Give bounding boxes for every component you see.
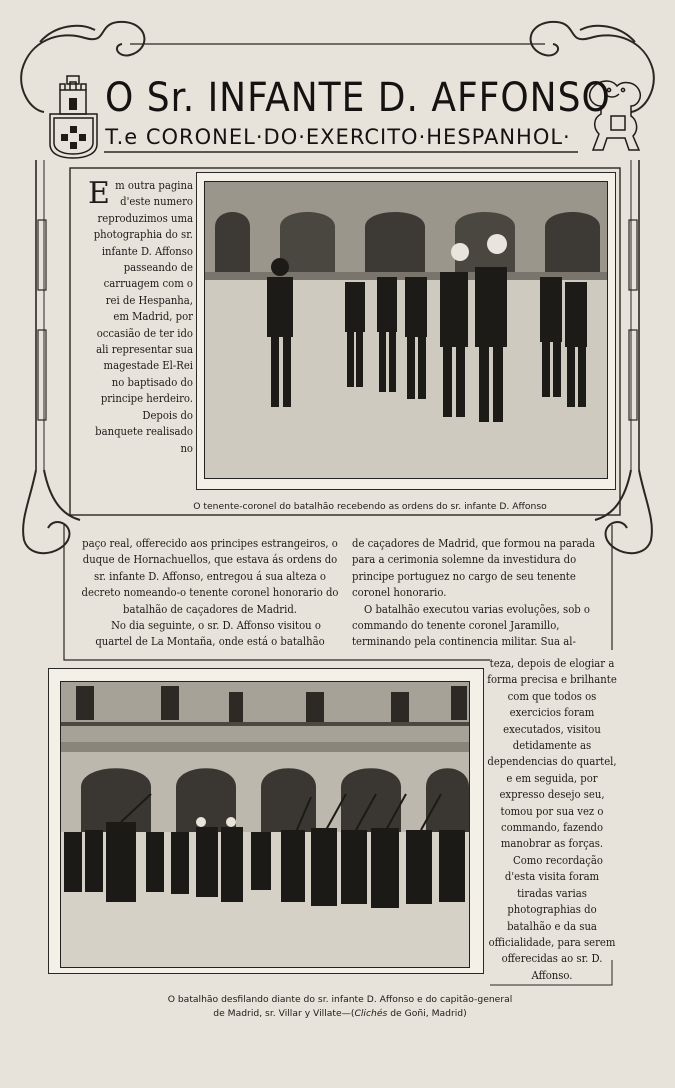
intro-paragraph: m outra pagina d'este numero reproduzimos uma photographia do sr. infante D. Affonso passeando de carruagem com o rei de Hespanha, em Madrid, por occasião de ter ido ali representar sua magestade El-Rei no baptisado do principe herdeiro. <box>93 179 193 406</box>
bottom-photo-caption <box>100 993 580 1021</box>
bottom-caption-text: de Madrid, sr. Villar y Villate—( <box>213 1008 355 1019</box>
castle-crest-icon <box>46 74 101 160</box>
article-left-column <box>80 536 340 651</box>
intro-paragraph-2: Depois do banquete realisado no <box>95 408 193 455</box>
bottom-photo <box>60 681 470 968</box>
drop-cap: E <box>88 176 110 211</box>
top-photo <box>204 181 608 479</box>
article-right-narrow-column <box>487 656 617 984</box>
page-title: O Sr. INFANTE D. AFFONSO <box>105 75 611 121</box>
bottom-caption-line-2 <box>100 1007 580 1021</box>
article-intro-column <box>88 178 193 457</box>
left-paragraph-2: No dia seguinte, o sr. D. Affonso visitou o quartel de La Montaña, onde está o batalhão <box>95 619 325 649</box>
bottom-caption-line-1: O batalhão desfilando diante do sr. infante D. Affonso e do capitão-general <box>167 994 513 1005</box>
bottom-photo-frame <box>48 668 484 974</box>
left-paragraph-1: paço real, offerecido aos principes estrangeiros, o duque de Hornachuellos, que estava ás ordens do sr. infante D. Affonso, entregou á sua alteza o decreto nomeando-o tenente coronel honorario do batalhão de caçadores de Madrid. <box>81 537 339 616</box>
page-subtitle: T.e CORONEL·DO·EXERCITO·HESPANHOL· <box>105 125 571 149</box>
right-paragraph-2: O batalhão executou varias evoluções, sob o commando do tenente coronel Jaramillo, terminando pela continencia militar. Sua al- <box>352 602 590 649</box>
bottom-caption-end: de Goñi, Madrid) <box>387 1008 467 1019</box>
right-paragraph-1: de caçadores de Madrid, que formou na parada para a cerimonia solemne da investidura do principe portuguez no cargo de seu tenente coronel honorario. <box>352 537 596 600</box>
bottom-caption-credit: Clichés <box>354 1008 388 1019</box>
right-narrow-paragraph-1: teza, depois de elogiar a forma precisa e brilhante com que todos os exercicios foram executados, visitou detidamente as dependencias do quartel, e em seguida, por expresso desejo seu, tomou por sua vez o commando, fazendo manobrar as forças. <box>487 657 617 851</box>
right-narrow-paragraph-2: Como recordação d'esta visita foram tiradas varias photographias do batalhão e da sua officialidade, para serem offerecidas ao sr. D. Affonso. <box>488 853 616 982</box>
top-photo-frame <box>196 172 616 490</box>
article-right-column <box>352 536 617 651</box>
top-photo-caption: O tenente-coronel do batalhão recebendo as ordens do sr. infante D. Affonso <box>193 501 547 512</box>
